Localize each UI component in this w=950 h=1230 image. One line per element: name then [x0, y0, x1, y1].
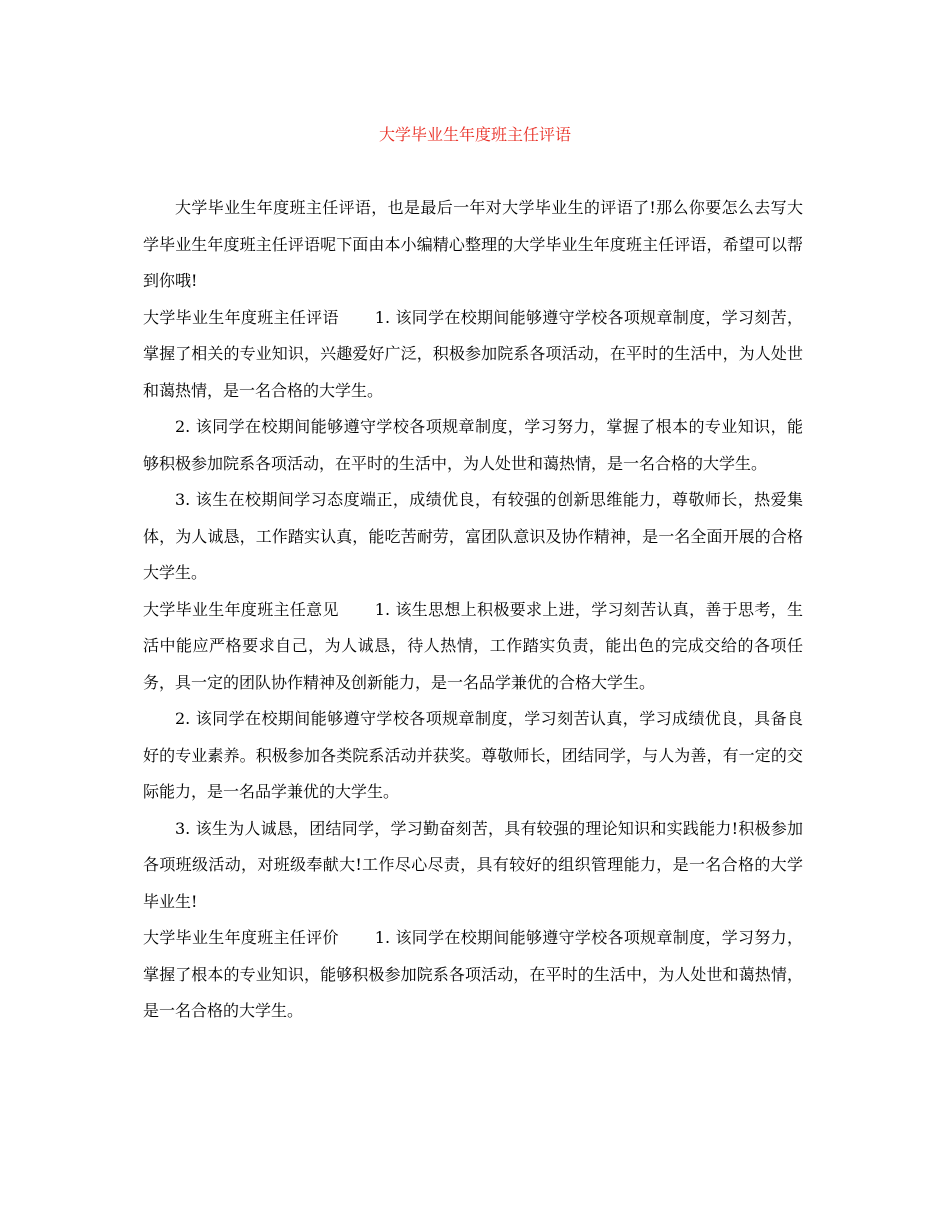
section2-paragraph-1 [143, 592, 803, 702]
document-body [143, 190, 803, 1030]
section2-item-1: 1. 该生思想上积极要求上进，学习刻苦认真，善于思考，生活中能应严格要求自己，为人诚恳，待人热情，工作踏实负责，能出色的完成交给的各项任务，具一定的团队协作精神及创新能力，是一名品学兼优的合格大学生。 [143, 599, 803, 692]
section2-heading: 大学毕业生年度班主任意见 [143, 599, 339, 619]
section3-heading: 大学毕业生年度班主任评价 [143, 928, 339, 947]
section3-paragraph-1 [143, 920, 803, 1030]
section3-item-1: 1. 该同学在校期间能够遵守学校各项规章制度，学习努力，掌握了根本的专业知识，能够积极参加院系各项活动，在平时的生活中，为人处世和蔼热情，是一名合格的大学生。 [143, 928, 803, 1020]
section1-item-3: 3. 该生在校期间学习态度端正，成绩优良，有较强的创新思维能力，尊敬师长，热爱集体，为人诚恳，工作踏实认真，能吃苦耐劳，富团队意识及协作精神，是一名全面开展的合格大学生。 [143, 490, 803, 582]
section1-item-1: 1. 该同学在校期间能够遵守学校各项规章制度，学习刻苦，掌握了相关的专业知识，兴趣爱好广泛，积极参加院系各项活动，在平时的生活中，为人处世和蔼热情，是一名合格的大学生。 [143, 307, 803, 400]
section2-item-3: 3. 该生为人诚恳，团结同学，学习勤奋刻苦，具有较强的理论知识和实践能力!积极参加各项班级活动，对班级奉献大!工作尽心尽责，具有较好的组织管理能力，是一名合格的大学毕业生! [143, 818, 803, 911]
section2-item-2: 2. 该同学在校期间能够遵守学校各项规章制度，学习刻苦认真，学习成绩优良，具备良好的专业素养。积极参加各类院系活动并获奖。尊敬师长，团结同学，与人为善，有一定的交际能力，是一名品学兼优的大学生。 [143, 709, 803, 801]
document-title: 大学毕业生年度班主任评语 [378, 125, 571, 144]
intro-paragraph: 大学毕业生年度班主任评语，也是最后一年对大学毕业生的评语了!那么你要怎么去写大学毕业生年度班主任评语呢下面由本小编精心整理的大学毕业生年度班主任评语，希望可以帮到你哦! [143, 198, 803, 290]
section1-item-2: 2. 该同学在校期间能够遵守学校各项规章制度，学习努力，掌握了根本的专业知识，能够积极参加院系各项活动，在平时的生活中，为人处世和蔼热情，是一名合格的大学生。 [143, 417, 803, 473]
section1-heading: 大学毕业生年度班主任评语 [143, 307, 339, 327]
section1-paragraph-1 [143, 300, 803, 410]
